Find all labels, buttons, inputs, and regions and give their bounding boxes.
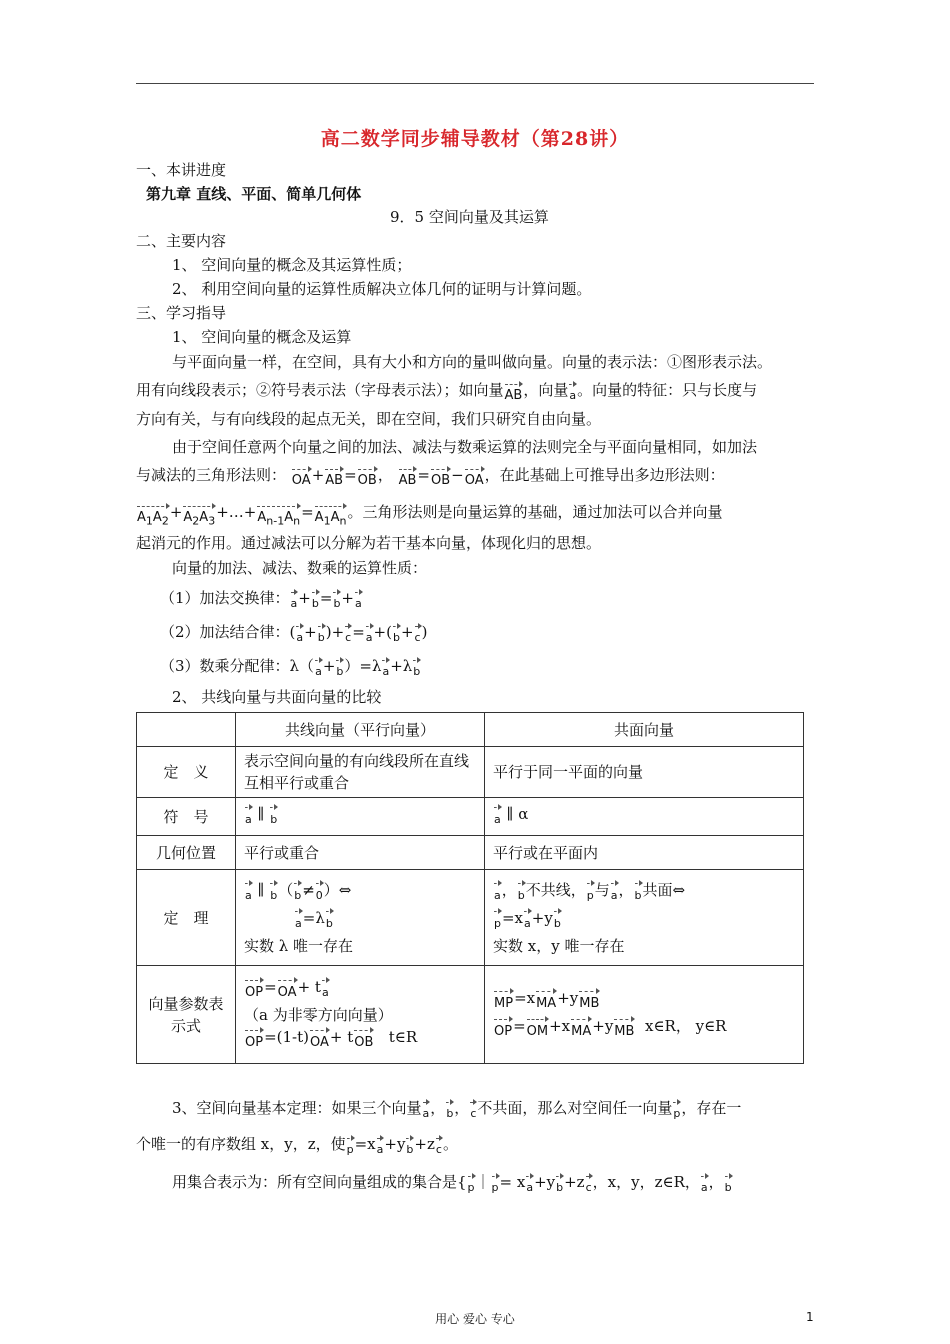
text: ，存在一 [681, 1099, 742, 1117]
vector-p: p [587, 880, 594, 907]
cell-parametric-coplanar: MP=xMA+yMB OP=OM+xMA+yMB x∈R， y∈R [485, 966, 804, 1064]
text: （1）加法交换律： [160, 589, 290, 607]
text: ，在此基础上可推导出多边形法则： [484, 466, 725, 484]
vector-a: a [296, 623, 303, 648]
vector-p: p [347, 1135, 354, 1160]
law-commutative: （1）加法交换律：a+b=b+a [160, 588, 363, 614]
vector-OM: OM [527, 1016, 548, 1043]
vector-a: a [355, 589, 362, 614]
chapter-heading: 第九章 直线、平面、简单几何体 [146, 185, 362, 203]
vector-b: b [312, 589, 319, 614]
vector-a: a [315, 657, 322, 682]
text: 实数 x，y 唯一存在 [493, 936, 625, 955]
vector-a: a [701, 1173, 708, 1198]
vector-a: a [569, 381, 576, 406]
vector-OP: OP [245, 977, 263, 1004]
vector-OB: OB [358, 466, 377, 491]
vector-AB: AB [325, 466, 343, 491]
law-distributive: （3）数乘分配律：λ（a+b）=λa+λb [160, 656, 421, 682]
header-coplanar: 共面向量 [485, 713, 804, 747]
vector-MB: MB [614, 1016, 634, 1043]
cell-theorem-coplanar: a，b不共线，p与a，b共面⇔ p=xa+yb 实数 x，y 唯一存在 [485, 870, 804, 966]
vector-b: b [413, 657, 420, 682]
paragraph-4: 3、空间向量基本定理：如果三个向量a，b，c不共面，那么对空间任一向量p，存在一 [172, 1098, 741, 1124]
text: 。向量的特征：只与长度与 [577, 381, 758, 399]
cell-symbol-collinear: a ∥ b [236, 798, 485, 836]
paragraph-2d: 起消元的作用。通过减法可以分解为若干基本向量，体现化归的思想。 [136, 534, 602, 552]
cell-parametric-collinear: OP=OA+ ta（a 为非零方向向量） OP=(1-t)OA+ tOB t∈R [236, 966, 485, 1064]
text: ，向量 [523, 381, 569, 399]
vector-OA: OA [278, 977, 297, 1004]
vector-OP: OP [245, 1027, 263, 1054]
text: （2）加法结合律： [160, 623, 290, 641]
guide-item-1: 1、 空间向量的概念及运算 [172, 328, 352, 346]
text: 与 [594, 880, 610, 899]
table-corner [137, 713, 236, 747]
vector-OA: OA [310, 1027, 329, 1054]
vector-a: a [322, 977, 329, 1004]
vector-OA: OA [465, 466, 484, 491]
vector-MB: MB [579, 988, 599, 1015]
row-label-definition: 定 义 [137, 747, 236, 798]
vector-a: a [526, 1173, 533, 1198]
vector-OB: OB [431, 466, 450, 491]
paragraph-5: 个唯一的有序数组 x，y，z，使p=xa+yb+zc。 [136, 1134, 458, 1160]
vector-a: a [524, 908, 531, 935]
vector-A1An: $A_1A_n$ [315, 503, 347, 532]
section-number: 9．5 空间向量及其运算 [390, 208, 549, 226]
vector-a: a [291, 589, 298, 614]
paragraph-2b: 与减法的三角形法则： OA+AB=OB， AB=OB−OA，在此基础上可推导出多边形法则： [136, 465, 725, 491]
text: 个唯一的有序数组 x，y，z，使 [136, 1135, 346, 1153]
paragraph-2a: 由于空间任意两个向量之间的加法、减法与数乘运算的法则完全与平面向量相同，如加法 [172, 438, 758, 456]
text: 不共面，那么对空间任一向量 [477, 1099, 673, 1117]
text: 用有向线段表示；②符号表示法（字母表示法）；如向量 [136, 381, 504, 399]
paragraph-6: 用集合表示为：所有空间向量组成的集合是{p｜p= xa+yb+zc，x，y，z∈R，a，b [172, 1172, 733, 1198]
vector-AB: AB [399, 466, 417, 491]
vector-AB: AB [505, 381, 523, 406]
text: 不共线， [525, 880, 586, 899]
vector-b: b [270, 880, 277, 907]
text: 实数 λ 唯一存在 [244, 936, 354, 955]
text: t∈R [388, 1027, 418, 1046]
vector-MA: MA [536, 988, 556, 1015]
paragraph-1c: 方向有关，与有向线段的起点无关，即在空间，我们只研究自由向量。 [136, 410, 602, 428]
vector-b: b [725, 1173, 732, 1198]
vector-b: b [518, 880, 525, 907]
vector-a: a [423, 1099, 430, 1124]
vector-c: c [470, 1099, 476, 1124]
section-1-heading: 一、本讲进度 [136, 161, 227, 179]
row-label-theorem: 定 理 [137, 870, 236, 966]
vector-b: b [393, 623, 400, 648]
page-title: 高二数学同步辅导教材（第28讲） [320, 128, 630, 150]
text: （a 为非零方向向量） [244, 1005, 393, 1024]
vector-a: a [611, 880, 618, 907]
cell-symbol-coplanar: a ∥ α [485, 798, 804, 836]
top-rule [136, 83, 814, 84]
vector-b: b [336, 657, 343, 682]
page-number: 1 [806, 1310, 814, 1324]
paragraph-1a: 与平面向量一样，在空间，具有大小和方向的量叫做向量。向量的表示法：①图形表示法。 [172, 353, 773, 371]
vector-c: c [415, 623, 421, 648]
vector-b: b [326, 908, 333, 935]
vector-b: b [554, 908, 561, 935]
vector-b: b [406, 1135, 413, 1160]
row-label-symbol: 符 号 [137, 798, 236, 836]
text: 共面⇔ [642, 880, 686, 899]
paragraph-1b [136, 380, 757, 406]
vector-p: p [492, 1173, 499, 1198]
section-2-heading: 二、主要内容 [136, 232, 227, 250]
vector-A1A2: $A_1A_2$ [137, 503, 169, 532]
text: 。三角形法则是向量运算的基础，通过加法可以合并向量 [347, 503, 723, 521]
vector-zero: 0 [316, 880, 323, 907]
cell-theorem-collinear: a ∥ b（b≠0）⇔ a=λb 实数 λ 唯一存在 [236, 870, 485, 966]
vector-A2A3: $A_2A_3$ [183, 503, 215, 532]
vector-p: p [468, 1173, 475, 1198]
paragraph-3: 向量的加法、减法、数乘的运算性质： [172, 559, 428, 577]
vector-c: c [345, 623, 351, 648]
paragraph-2c: $A_1A_2+A_2A_3+\dots+A_{n-1}A_n=A_1A_n$。三角形法则是向量运算的基础，通过加法可以合并向量 [136, 502, 722, 532]
vector-c: c [436, 1135, 442, 1160]
vector-b: b [556, 1173, 563, 1198]
text: x∈R， y∈R [644, 1016, 727, 1035]
vector-a: a [245, 880, 252, 907]
content-item-2: 2、 利用空间向量的运算性质解决立体几何的证明与计算问题。 [172, 280, 592, 298]
vector-a: a [245, 804, 252, 831]
vector-MP: MP [494, 988, 513, 1015]
vector-a: a [494, 804, 501, 831]
vector-a: a [377, 1135, 384, 1160]
text: 用集合表示为：所有空间向量组成的集合是{ [172, 1173, 467, 1191]
vector-MA: MA [571, 1016, 591, 1043]
vector-b: b [270, 804, 277, 831]
content-item-1: 1、 空间向量的概念及其运算性质； [172, 256, 412, 274]
text: ，x，y，z∈R， [592, 1173, 700, 1191]
guide-item-2: 2、 共线向量与共面向量的比较 [172, 688, 382, 706]
vector-b: b [446, 1099, 453, 1124]
header-collinear: 共线向量（平行向量） [236, 713, 485, 747]
cell-definition-collinear: 表示空间向量的有向线段所在直线互相平行或重合 [236, 747, 485, 798]
vector-p: p [673, 1099, 680, 1124]
vector-OA: OA [292, 466, 311, 491]
text: 与减法的三角形法则： [136, 466, 287, 484]
vector-b: b [333, 589, 340, 614]
vector-p: p [494, 908, 501, 935]
vector-OP: OP [494, 1016, 512, 1043]
text: 3、空间向量基本定理：如果三个向量 [172, 1099, 422, 1117]
comparison-table [136, 712, 804, 1064]
page-footer: 用心 爱心 专心 [435, 1312, 515, 1326]
vector-b: b [318, 623, 325, 648]
text: （3）数乘分配律： [160, 657, 290, 675]
cell-position-collinear: 平行或重合 [236, 836, 485, 870]
vector-a: a [494, 880, 501, 907]
cell-definition-coplanar: 平行于同一平面的向量 [485, 747, 804, 798]
row-label-position: 几何位置 [137, 836, 236, 870]
vector-a: a [382, 657, 389, 682]
vector-b: b [294, 880, 301, 907]
vector-OB: OB [354, 1027, 373, 1054]
vector-An-1An: $A_{n-1}A_n$ [257, 503, 300, 532]
vector-a: a [366, 623, 373, 648]
row-label-parametric: 向量参数表示式 [137, 966, 236, 1064]
vector-c: c [586, 1173, 592, 1198]
vector-a: a [295, 908, 302, 935]
law-associative: （2）加法结合律：(a+b)+c=a+(b+c) [160, 622, 427, 648]
vector-b: b [635, 880, 642, 907]
cell-position-coplanar: 平行或在平面内 [485, 836, 804, 870]
section-3-heading: 三、学习指导 [136, 304, 227, 322]
